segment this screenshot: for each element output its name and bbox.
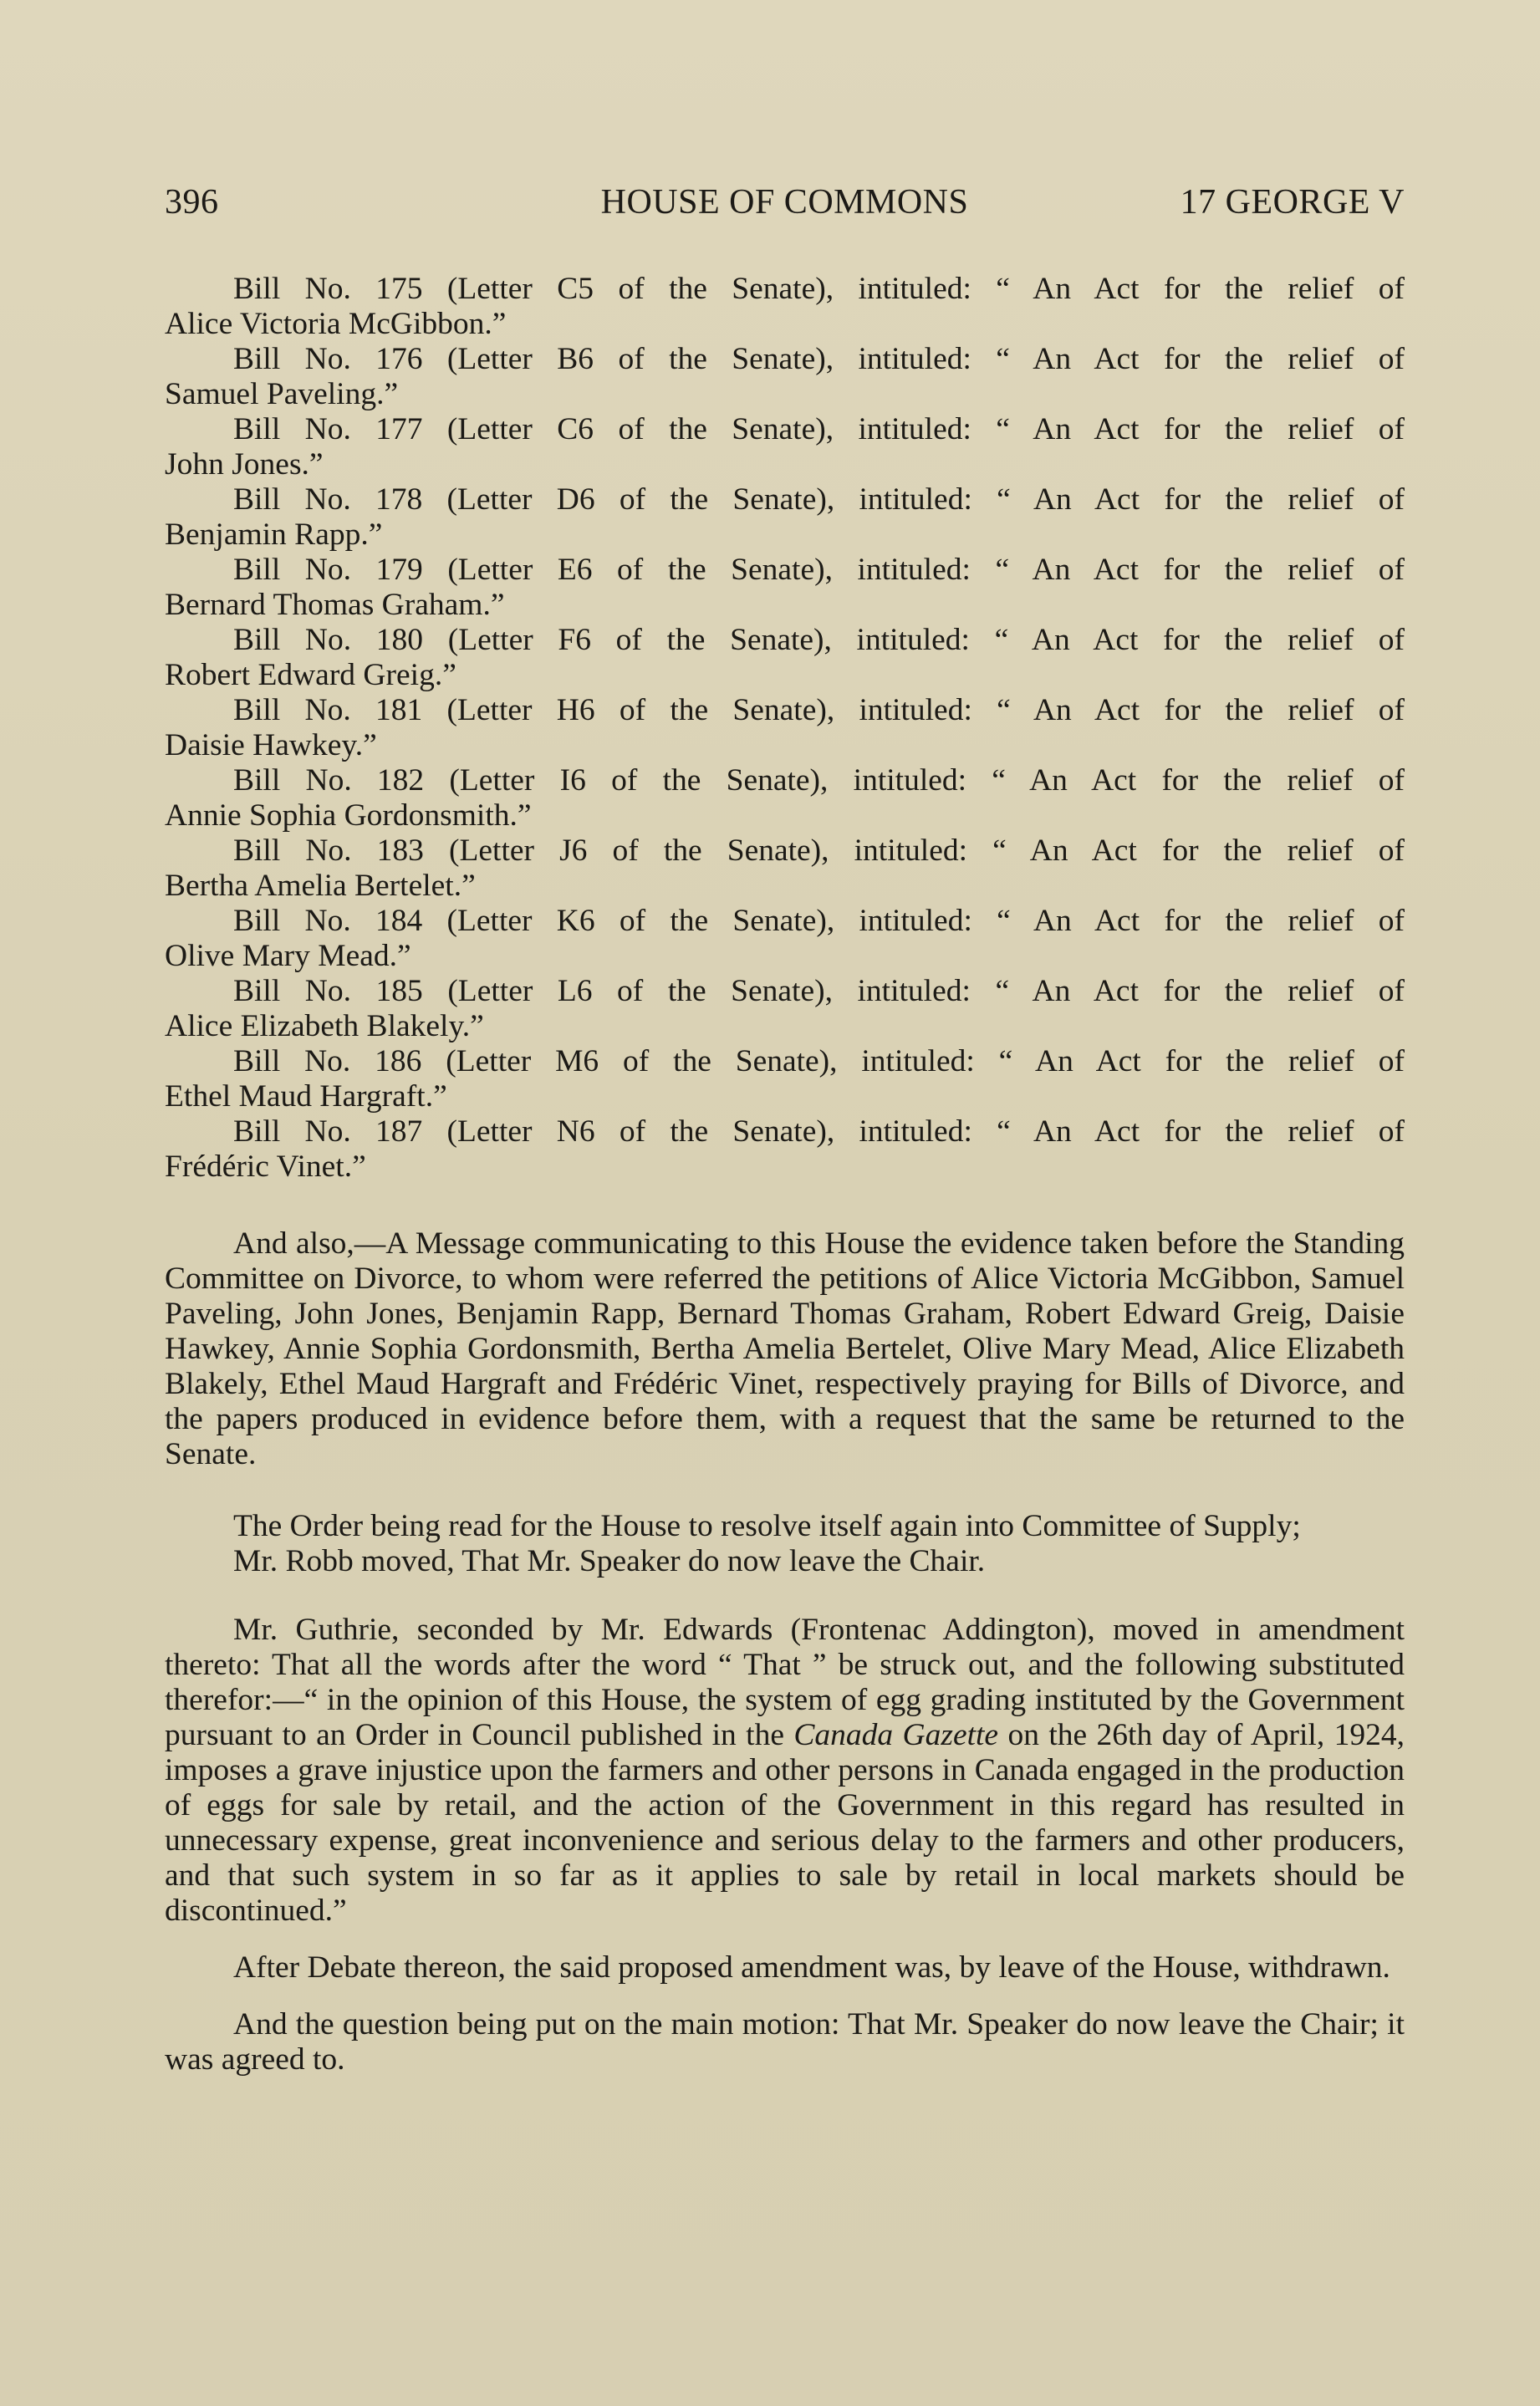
regnal-year: 17 GEORGE V (1180, 183, 1405, 222)
bill-title-line: Bill No. 176 (Letter B6 of the Senate), intituled: “ An Act for the relief of (233, 342, 1405, 376)
bill-person-line: Daisie Hawkey.” (165, 728, 377, 762)
question-paragraph: And the question being put on the main motion: That Mr. Speaker do now leave the Chair; it was agreed to. (165, 2007, 1405, 2077)
bill-title-line: Bill No. 183 (Letter J6 of the Senate), intituled: “ An Act for the relief of (233, 833, 1405, 868)
bill-title-line: Bill No. 175 (Letter C5 of the Senate), intituled: “ An Act for the relief of (233, 272, 1405, 306)
message-paragraph: And also,—A Message communicating to this House the evidence taken before the Standing Committee on Divorce, to whom were referred the petitions of Alice Victoria McGibbon, Samuel Paveling, John Jones, Benjamin Rapp, Bernard Thomas Graham, Robert Edward Greig, Daisie Hawkey, Annie Sophia Gordonsmith, Bertha Amelia Bertelet, Olive Mary Mead, Alice Elizabeth Blakely, Ethel Maud Hargraft and Frédéric Vinet, respectively praying for Bills of Divorce, and the papers produced in evidence before them, with a request that the same be returned to the Senate. (165, 1226, 1405, 1471)
bill-entry (165, 412, 1405, 482)
bill-person-line: Samuel Paveling.” (165, 377, 399, 411)
bill-person-line: Frédéric Vinet.” (165, 1149, 366, 1184)
amendment-text-end: on the 26th day of April, 1924, imposes a grave injustice upon the farmers and other persons in Canada engaged in the production of eggs for sale by retail, and the action of the Government in this regard has resulted in unnecessary expense, great inconvenience and serious delay to the farmers and other producers, and that such system in so far as it applies to sale by retail in local markets should be discontinued.” (165, 1718, 1405, 1928)
bill-entry (165, 693, 1405, 763)
bill-person-line: Olive Mary Mead.” (165, 939, 411, 973)
amendment-text-start: Mr. Guthrie, seconded by Mr. Edwards (Frontenac Addington), moved in amendment thereto: That all the words after the word “ That ” be struck out, and the following substituted therefor:—“ in the opinion of this House, the system of egg grading instituted by the Government pursuant to an Order in Council published in the (165, 1613, 1405, 1752)
running-title: HOUSE OF COMMONS (600, 183, 969, 222)
bill-person-line: Benjamin Rapp.” (165, 517, 383, 552)
debate-paragraph: After Debate thereon, the said proposed amendment was, by leave of the House, withdrawn. (233, 1950, 1390, 1985)
page-number: 396 (165, 183, 219, 222)
bill-person-line: Bertha Amelia Bertelet.” (165, 869, 476, 903)
gazette-title: Canada Gazette (793, 1718, 999, 1752)
bill-title-line: Bill No. 184 (Letter K6 of the Senate), intituled: “ An Act for the relief of (233, 904, 1405, 938)
page-header (165, 182, 1405, 232)
bill-title-line: Bill No. 181 (Letter H6 of the Senate), intituled: “ An Act for the relief of (233, 693, 1405, 727)
bill-person-line: Ethel Maud Hargraft.” (165, 1079, 447, 1114)
bill-title-line: Bill No. 185 (Letter L6 of the Senate), intituled: “ An Act for the relief of (233, 974, 1405, 1008)
bill-title-line: Bill No. 187 (Letter N6 of the Senate), intituled: “ An Act for the relief of (233, 1114, 1405, 1149)
bill-person-line: John Jones.” (165, 447, 324, 482)
bill-list (165, 272, 1405, 1185)
bill-title-line: Bill No. 179 (Letter E6 of the Senate), intituled: “ An Act for the relief of (233, 553, 1405, 587)
bill-entry (165, 623, 1405, 693)
bill-entry (165, 833, 1405, 904)
bill-person-line: Annie Sophia Gordonsmith.” (165, 798, 532, 833)
bill-entry (165, 482, 1405, 553)
bill-entry (165, 1044, 1405, 1114)
bill-title-line: Bill No. 178 (Letter D6 of the Senate), intituled: “ An Act for the relief of (233, 482, 1405, 517)
bill-title-line: Bill No. 182 (Letter I6 of the Senate), intituled: “ An Act for the relief of (233, 763, 1405, 798)
bill-entry (165, 342, 1405, 412)
bill-person-line: Alice Victoria McGibbon.” (165, 307, 507, 341)
bill-entry (165, 1114, 1405, 1185)
bill-entry (165, 272, 1405, 342)
bill-entry (165, 904, 1405, 974)
page-body (165, 272, 1405, 2077)
bill-person-line: Alice Elizabeth Blakely.” (165, 1009, 484, 1043)
bill-title-line: Bill No. 180 (Letter F6 of the Senate), intituled: “ An Act for the relief of (233, 623, 1405, 657)
order-paragraph: The Order being read for the House to resolve itself again into Committee of Supply; (233, 1509, 1301, 1543)
bill-entry (165, 974, 1405, 1044)
amendment-paragraph (165, 1613, 1405, 1929)
bill-title-line: Bill No. 186 (Letter M6 of the Senate), intituled: “ An Act for the relief of (233, 1044, 1405, 1078)
bill-person-line: Bernard Thomas Graham.” (165, 588, 505, 622)
bill-entry (165, 763, 1405, 833)
bill-title-line: Bill No. 177 (Letter C6 of the Senate), intituled: “ An Act for the relief of (233, 412, 1405, 446)
bill-person-line: Robert Edward Greig.” (165, 658, 456, 692)
bill-entry (165, 553, 1405, 623)
motion-paragraph: Mr. Robb moved, That Mr. Speaker do now leave the Chair. (233, 1544, 986, 1578)
